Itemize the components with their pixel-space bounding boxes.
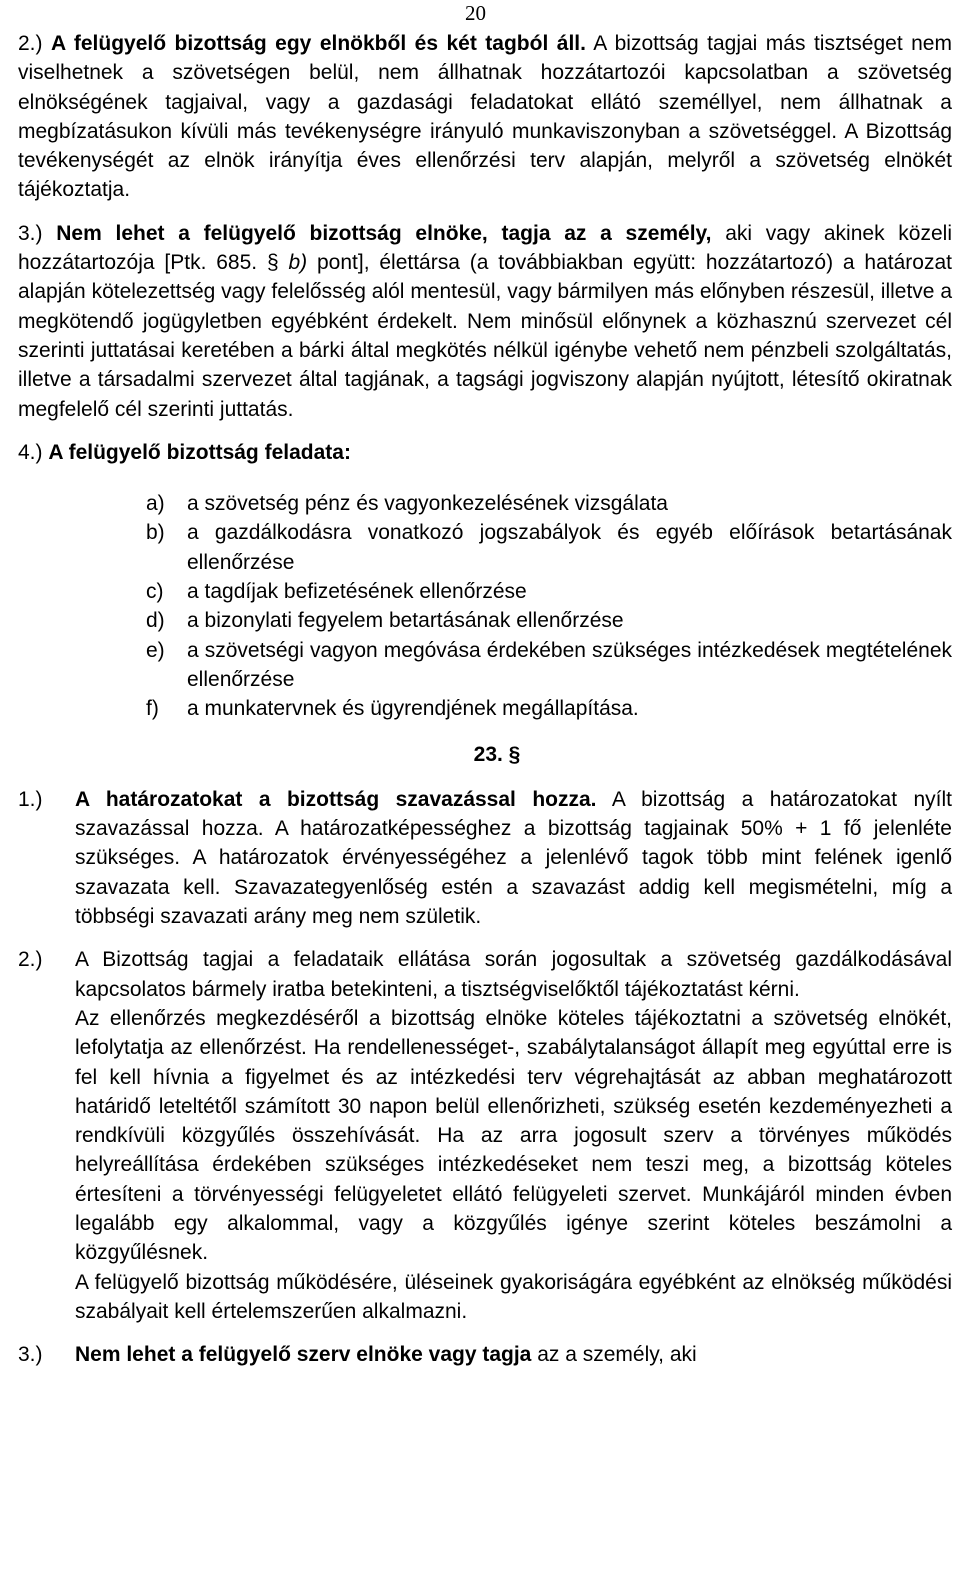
paragraph-text: pont], élettársa (a továbbiakban együtt: hozzátartozó) a határozat alapján kötelezettség vagy felelősség alól mentesül, vagy bármilyen más előnyben részesül, illetve a megkötendő jogügyletben egyébként érdekelt. Nem minősül előnynek a közhasznú szervezet cél szerinti juttatásai keretében a bárki által megkötés nélkül igénybe vehető nem pénzbeli szolgáltatás, illetve a társadalmi szervezet által tagjának, a tagsági jogviszony alapján nyújtott, létesítő okiratnak megfelelő cél szerinti juttatás. [18,251,952,421]
paragraph-text: Az ellenőrzés megkezdéséről a bizottság elnöke köteles tájékoztatni a szövetség elnökét, lefolytatja az ellenőrzést. Ha rendellenességet-, szabálytalanságot állapít meg egyúttal erre is fel kell hívnia a figyelmet és az intézkedési terv végrehajtását az abban meghatározott határidő leteltétől számított 30 napon belül ellenőrizheti, szükség esetén kezdeményezheti a rendkívüli közgyűlés összehívását. Ha az arra jogosult szerv a törvényes működés helyreállítása érdekében szükséges intézkedéseket nem teszi meg, a bizottság köteles értesíteni a törvényességi felügyeletet ellátó felügyeleti szervet. Munkájáról minden évben legalább egy alkalommal, vagy a közgyűlés igénye szerint köteles beszámolni a közgyűlésnek. [75,1006,952,1265]
list-letter: f) [146,697,159,721]
paragraph-heading: A felügyelő bizottság feladata: [48,440,351,464]
paragraph-number: 4.) [18,440,43,464]
list-text: a szövetségi vagyon megóvása érdekében szükséges intézkedések megtételének ellenőrzése [187,638,952,691]
paragraph-2 [18,29,952,205]
paragraph-number: 2.) [18,32,43,55]
list-letter: c) [146,580,164,604]
list-letter: a) [146,492,165,516]
paragraph-4 [18,438,952,467]
paragraph-number: 2.) [18,948,43,972]
list-item [146,636,952,695]
list-text: a bizonylati fegyelem betartásának ellenőrzése [187,609,624,633]
section-paragraph-2 [18,945,952,1326]
paragraph-text: A felügyelő bizottság működésére, üléseinek gyakoriságára egyébként az elnökség működési szabályait kell értelemszerűen alkalmazni. [75,1270,952,1323]
list-text: a tagdíjak befizetésének ellenőrzése [187,580,527,604]
section-paragraph-3 [18,1340,952,1369]
list-text: a gazdálkodásra vonatkozó jogszabályok és egyéb előírások betartásának ellenőrzése [187,521,952,574]
list-letter: d) [146,609,165,633]
list-text: a munkatervnek és ügyrendjének megállapítása. [187,697,639,721]
list-item [146,694,952,723]
list-item [146,577,952,606]
paragraph-number: 3.) [18,1343,43,1367]
paragraph-3 [18,219,952,424]
list-item [146,606,952,635]
paragraph-text: aki vagy akinek közeli hozzátartozója [Ptk. 685. § [18,221,952,275]
paragraph-heading: A felügyelő bizottság egy elnökből és két tagból áll. [51,32,586,55]
list-text: a szövetség pénz és vagyonkezelésének vizsgálata [187,492,668,516]
section-title: 23. § [473,742,521,766]
list-letter: e) [146,638,165,662]
list-item [146,518,952,577]
paragraph-number: 3.) [18,221,43,245]
paragraph-heading: A határozatokat a bizottság szavazással hozza. [75,787,597,811]
paragraph-italic: b) [288,251,308,275]
paragraph-text: az a személy, aki [531,1343,697,1367]
task-list [146,489,952,723]
paragraph-text: A bizottság tagjai más tisztséget nem viselhetnek a szövetségen belül, nem állhatnak hozzátartozói kapcsolatban a szövetség elnökségének tagjaival, vagy a gazdasági feladatokat ellátó személlyel, nem állhatnak a megbízatásukon kívüli más tevékenységre irányuló munkaviszonyban a szövetséggel. A Bizottság tevékenységét az elnök irányítja éves ellenőrzési terv alapján, melyről a szövetség elnökét tájékoztatja. [18,32,952,202]
paragraph-text: A bizottság a határozatokat nyílt szavazással hozza. A határozatképességhez a bizottság tagjainak 50% + 1 fő jelenléte szükséges. A határozatok érvényességéhez a jelenlévő tagok több mint felének igenlő szavazata kell. Szavazategyenlőség estén a szavazást addig kell megismételni, míg a többségi szavazati arány meg nem születik. [75,787,953,929]
paragraph-number: 1.) [18,787,43,811]
list-letter: b) [146,521,165,545]
list-item [146,489,952,518]
page-number: 20 [465,1,486,25]
section-paragraph-1 [18,785,952,931]
paragraph-heading: Nem lehet a felügyelő szerv elnöke vagy tagja [75,1343,532,1367]
document-body [18,29,952,1369]
paragraph-text: A Bizottság tagjai a feladataik ellátása során jogosultak a szövetség gazdálkodásával kapcsolatos bármely iratba betekinteni, a tisztségviselőktől tájékoztatást kérni. [75,948,952,1001]
paragraph-heading: Nem lehet a felügyelő bizottság elnöke, tagja az a személy, [56,221,712,245]
